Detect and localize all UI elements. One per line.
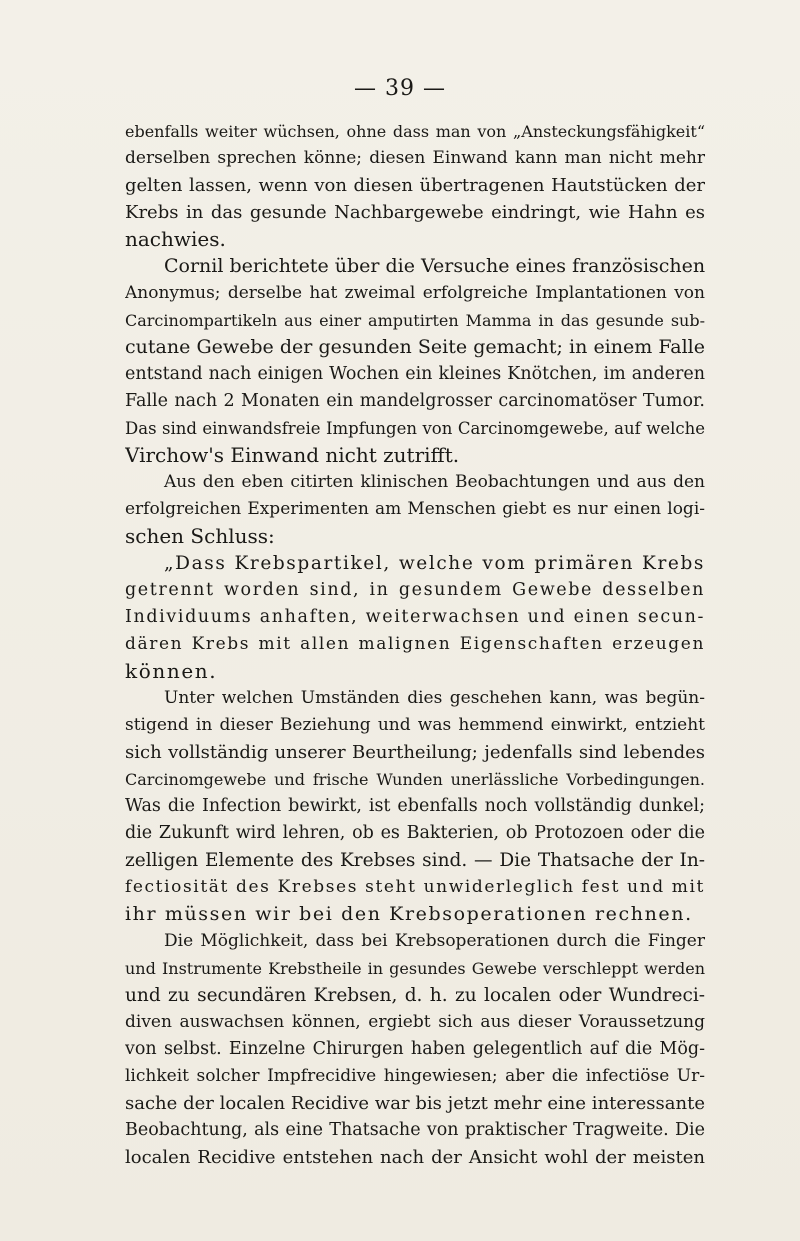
text-line: localen Recidive entstehen nach der Ansicht wohl der meisten xyxy=(125,1147,705,1168)
text-line: und Instrumente Krebstheile in gesundes Gewebe verschleppt werden xyxy=(125,959,705,978)
text-line: Carcinomgewebe und frische Wunden unerlässliche Vorbedingungen. xyxy=(125,770,705,789)
text-line: können. xyxy=(125,659,218,683)
text-line: entstand nach einigen Wochen ein kleines Knötchen, im anderen xyxy=(125,364,705,384)
text-line: gelten lassen, wenn von diesen übertragenen Hautstücken der xyxy=(125,175,705,196)
text-line: Falle nach 2 Monaten ein mandelgrosser carcinomatöser Tumor. xyxy=(125,391,705,411)
text-line: die Zukunft wird lehren, ob es Bakterien, ob Protozoen oder die xyxy=(125,823,705,843)
text-line: Was die Infection bewirkt, ist ebenfalls noch vollständig dunkel; xyxy=(125,796,705,816)
text-line: Carcinompartikeln aus einer amputirten Mamma in das gesunde sub- xyxy=(125,311,705,330)
text-line: Beobachtung, als eine Thatsache von praktischer Tragweite. Die xyxy=(125,1120,705,1140)
text-line: derselben sprechen könne; diesen Einwand kann man nicht mehr xyxy=(125,148,705,168)
text-line: sache der localen Recidive war bis jetzt mehr eine interessante xyxy=(125,1093,705,1114)
text-line: zelligen Elemente des Krebses sind. — Die Thatsache der In- xyxy=(125,850,705,871)
text-line: dären Krebs mit allen malignen Eigenschaften erzeugen xyxy=(125,634,705,654)
text-line: von selbst. Einzelne Chirurgen haben gelegentlich auf die Mög- xyxy=(125,1039,705,1059)
text-line: Das sind einwandsfreie Impfungen von Carcinomgewebe, auf welche xyxy=(125,419,705,438)
text-line: Cornil berichtete über die Versuche eines französischen xyxy=(164,255,705,277)
text-line: schen Schluss: xyxy=(125,524,275,548)
text-line: Die Möglichkeit, dass bei Krebsoperationen durch die Finger xyxy=(164,931,705,951)
text-line: diven auswachsen können, ergiebt sich aus dieser Voraussetzung xyxy=(125,1012,705,1032)
text-line: Aus den eben citirten klinischen Beobachtungen und aus den xyxy=(164,472,705,492)
text-line: stigend in dieser Beziehung und was hemmend einwirkt, entzieht xyxy=(125,715,705,735)
text-line: Anonymus; derselbe hat zweimal erfolgreiche Implantationen von xyxy=(125,283,705,303)
text-line: Individuums anhaften, weiterwachsen und einen secun- xyxy=(125,607,705,627)
text-line: Krebs in das gesunde Nachbargewebe eindringt, wie Hahn es xyxy=(125,202,705,223)
text-line: erfolgreichen Experimenten am Menschen giebt es nur einen logi- xyxy=(125,499,705,519)
text-line: lichkeit solcher Impfrecidive hingewiesen; aber die infectiöse Ur- xyxy=(125,1066,705,1086)
text-line: „Dass Krebspartikel, welche vom primären Krebs xyxy=(164,553,705,574)
body-text xyxy=(125,118,705,1171)
text-line: nachwies. xyxy=(125,227,226,251)
text-line: Unter welchen Umständen dies geschehen kann, was begün- xyxy=(164,688,705,708)
text-line: sich vollständig unserer Beurtheilung; jedenfalls sind lebendes xyxy=(125,742,705,763)
page-number: — 39 — xyxy=(354,76,446,101)
text-line: ebenfalls weiter wüchsen, ohne dass man von „Ansteckungsfähigkeit“ xyxy=(125,122,705,141)
text-line: ihr müssen wir bei den Krebsoperationen rechnen. xyxy=(125,903,693,925)
text-line: fectiosität des Krebses steht unwiderleglich fest und mit xyxy=(125,877,705,897)
text-line: und zu secundären Krebsen, d. h. zu localen oder Wundreci- xyxy=(125,985,705,1006)
text-line: cutane Gewebe der gesunden Seite gemacht; in einem Falle xyxy=(125,336,705,358)
text-line: Virchow's Einwand nicht zutrifft. xyxy=(125,443,460,467)
text-line: getrennt worden sind, in gesundem Gewebe desselben xyxy=(125,580,705,600)
